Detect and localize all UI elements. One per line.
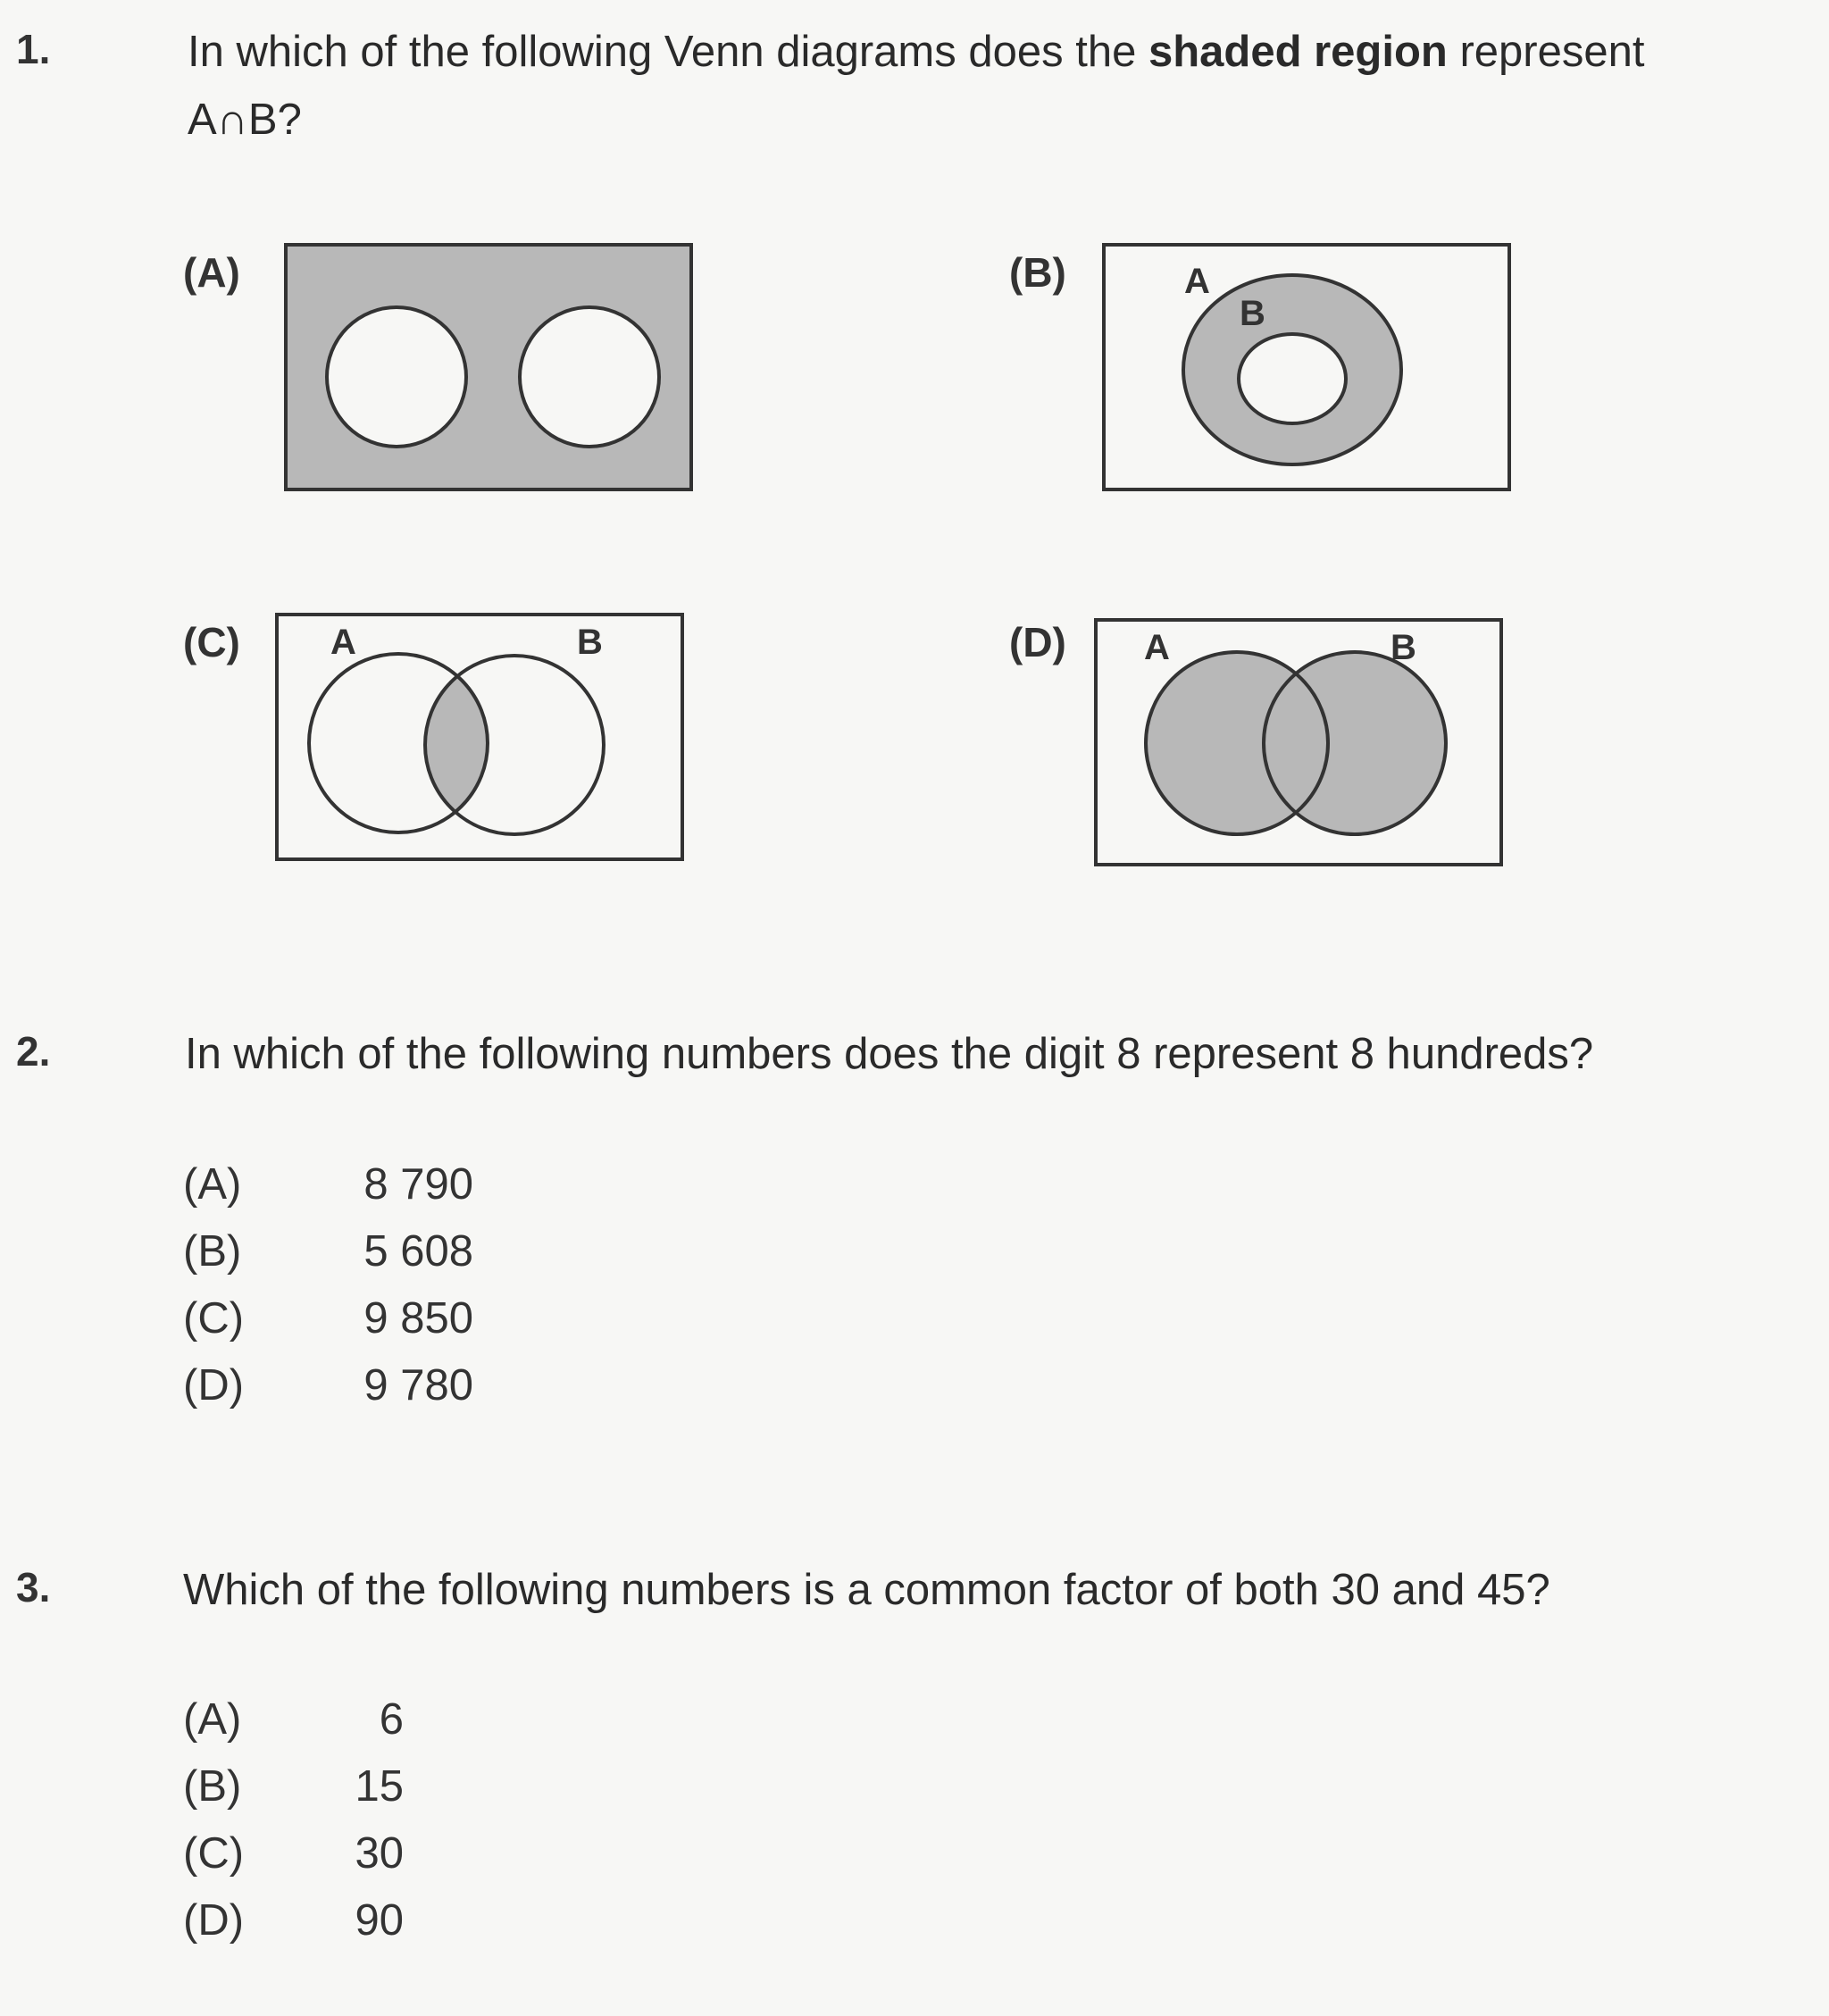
choice-letter[interactable]: (A) [183,1695,242,1744]
question-1-line-1 [188,18,1813,86]
choice-value: 6 [379,1695,404,1744]
question-1-text-bold: shaded region [1148,28,1448,76]
choice-value: 9 850 [363,1294,473,1343]
venn-c-label-b: B [577,623,603,662]
venn-b-label-b: B [1240,294,1265,333]
choice-value: 15 [355,1762,404,1811]
venn-option-c-label: (C) [183,619,240,665]
choice-letter[interactable]: (A) [183,1160,242,1209]
choice-letter[interactable]: (D) [183,1361,245,1410]
choice-letter[interactable]: (B) [183,1227,242,1276]
venn-diagram-b [1102,243,1513,493]
question-text-3: Which of the following numbers is a common factor of both 30 and 45? [183,1566,1550,1614]
choice-value: 30 [355,1829,404,1878]
venn-d-label-b: B [1391,628,1416,667]
venn-option-b-label: (B) [1009,249,1066,296]
question-1-line-2: A∩B? [188,96,302,144]
question-text-1 [188,18,1813,154]
question-number-3: 3. [16,1564,51,1610]
venn-a-left-circle [327,307,466,447]
choice-value: 9 780 [363,1361,473,1410]
venn-a-right-circle [520,307,659,447]
venn-diagram-d [1094,618,1505,868]
venn-d-label-a: A [1144,628,1170,667]
choice-value: 90 [355,1896,404,1945]
question-number-1: 1. [16,26,51,72]
choice-letter[interactable]: (C) [183,1294,245,1343]
choice-letter[interactable]: (B) [183,1762,242,1811]
venn-diagram-a [284,243,695,493]
venn-b-label-a: A [1184,262,1210,301]
choice-letter[interactable]: (D) [183,1896,245,1945]
venn-option-a-label: (A) [183,249,240,296]
venn-diagram-c [275,613,686,863]
question-text-2: In which of the following numbers does the digit 8 represent 8 hundreds? [185,1030,1594,1078]
choice-value: 8 790 [363,1160,473,1209]
choice-value: 5 608 [363,1227,473,1276]
question-number-2: 2. [16,1028,51,1075]
choice-letter[interactable]: (C) [183,1829,245,1878]
venn-option-d-label: (D) [1009,619,1066,665]
question-1-text-before: In which of the following Venn diagrams does the [188,28,1148,76]
venn-b-inner-set [1239,334,1346,423]
question-1-text-after: represent [1447,28,1645,76]
venn-c-label-a: A [330,623,356,662]
